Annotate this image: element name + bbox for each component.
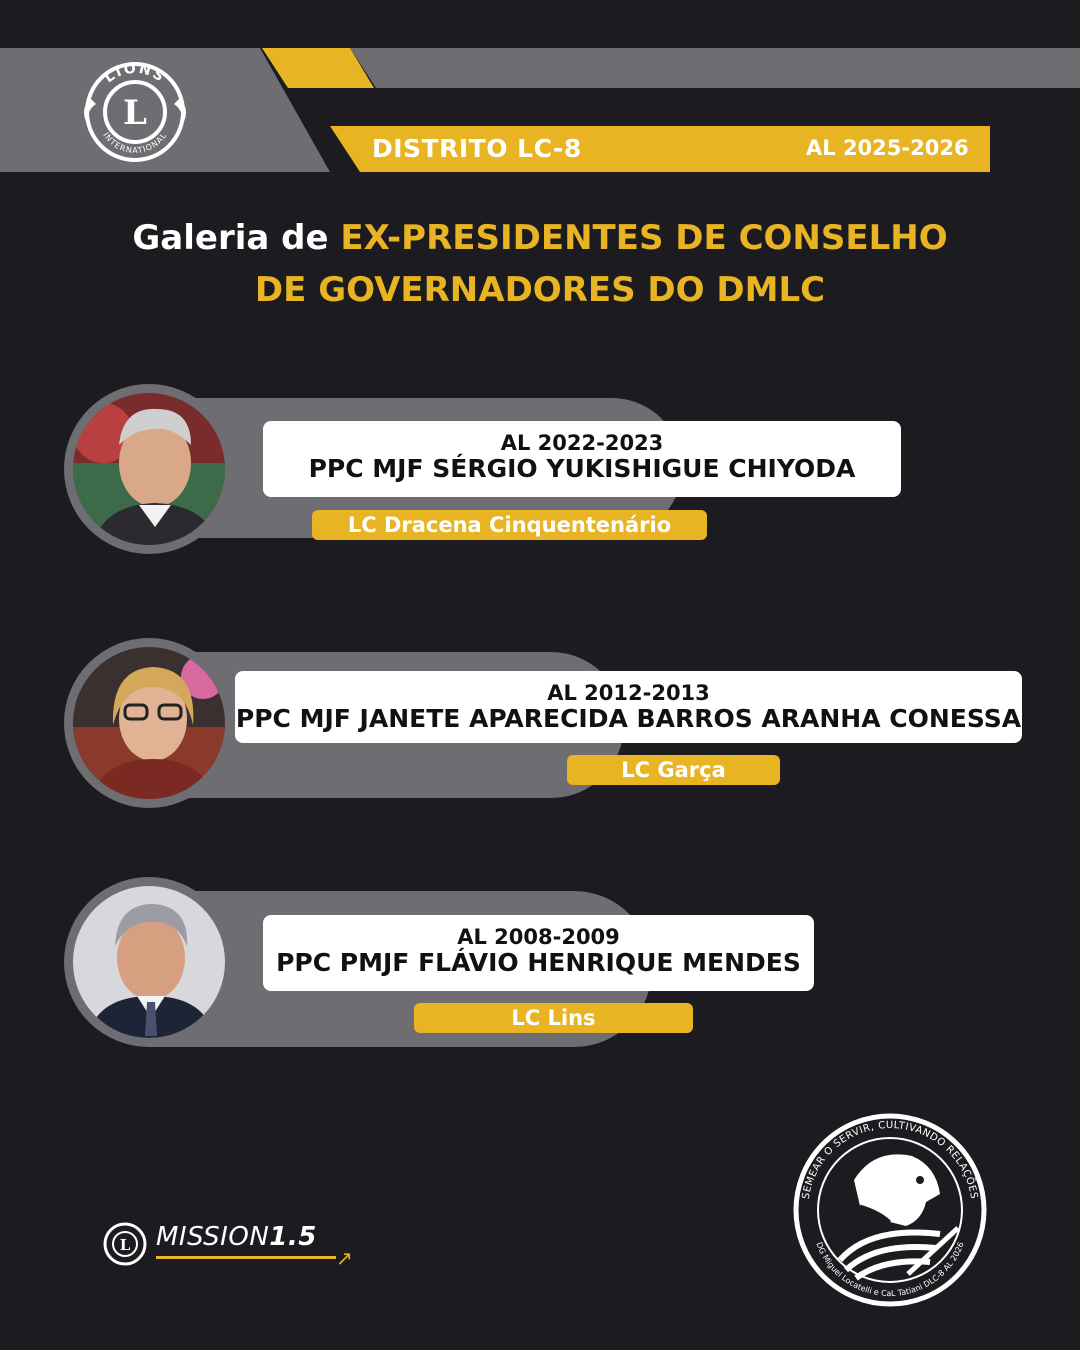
mission-text [156,1222,317,1252]
campaign-seal-icon [790,1110,990,1310]
seal-top-text: SEMEAR O SERVIR, CULTIVANDO RELAÇÕES [800,1119,980,1200]
mission-logo [100,1218,360,1268]
title-part-3: DE GOVERNADORES DO DMLC [254,270,826,310]
gallery-entry-3 [0,877,1080,1057]
mission-prefix: MISSION [156,1222,270,1252]
term-year: AL 2012-2013 [547,681,710,705]
logo-bottom-text: INTERNATIONAL [101,130,169,156]
term-year: AL 2008-2009 [457,925,620,949]
lions-small-icon [100,1220,150,1268]
mission-number: 1.5 [269,1222,317,1252]
district-label: DISTRITO LC-8 [372,134,582,163]
name-card [235,671,1022,743]
page-title [0,212,1080,316]
title-part-2: EX-PRESIDENTES DE CONSELHO [340,218,948,258]
portrait-frame [64,877,234,1047]
logo-letter: L [123,93,147,133]
name-card [263,421,901,497]
club-badge: LC Lins [414,1003,693,1033]
person-name: PPC MJF JANETE APARECIDA BARROS ARANHA CONESSA [235,704,1022,733]
arrow-up-right-icon: ↗ [336,1246,353,1270]
portrait-frame [64,384,234,554]
gallery-entry-2 [0,638,1080,818]
title-part-1: Galeria de [132,218,341,258]
person-name: PPC PMJF FLÁVIO HENRIQUE MENDES [276,948,801,977]
seal-bottom-text: DG Miguel Locatelli e CaL Tatiani DLC-8 AL 2026 [814,1240,966,1299]
term-year: AL 2022-2023 [500,431,664,455]
lions-logo-icon [74,54,196,170]
gallery-entry-1 [0,384,1080,564]
header-band [0,0,1080,200]
name-card [263,915,814,991]
club-badge: LC Garça [567,755,780,785]
person-name: PPC MJF SÉRGIO YUKISHIGUE CHIYODA [308,454,856,483]
header-gray-shape-right [350,48,1080,88]
logo-top-text: LIONS [101,60,169,87]
portrait-sergio [73,393,225,545]
club-badge: LC Dracena Cinquentenário [312,510,707,540]
portrait-janete [73,647,225,799]
svg-text:L: L [119,1236,131,1254]
portrait-frame [64,638,234,808]
portrait-flavio [73,886,225,1038]
year-label: AL 2025-2026 [806,136,969,160]
mission-underline [156,1256,336,1259]
